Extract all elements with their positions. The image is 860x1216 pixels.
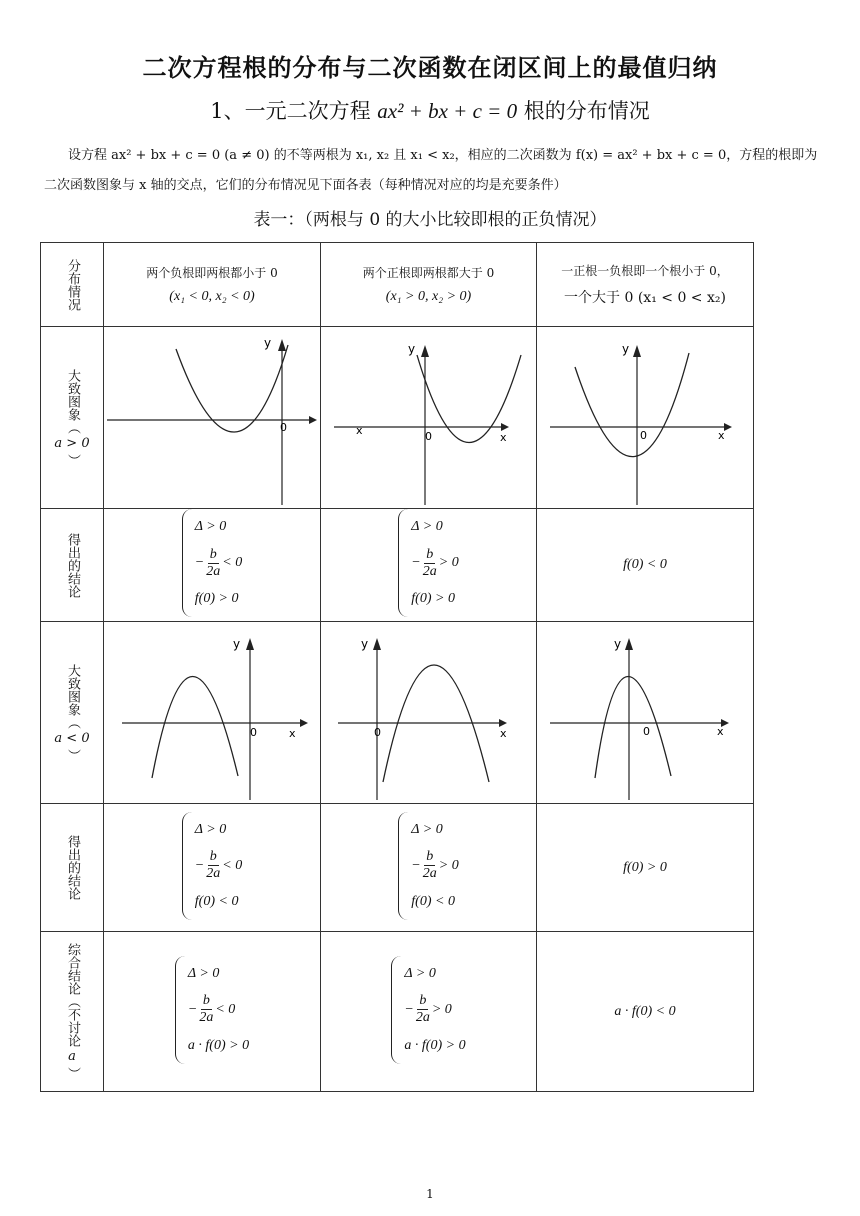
- x-axis-label: x: [356, 424, 363, 437]
- inequality-system: Δ > 0 − $\frac{b}{2a}$ > 0 f(0) > 0: [398, 509, 458, 617]
- y-axis-label: y: [264, 336, 272, 350]
- conclusion-neg-1: [104, 804, 321, 932]
- parabola-graph-downward-both-positive: [321, 622, 537, 803]
- row-label-distribution: 分布情况: [41, 243, 104, 327]
- inequality-system: Δ > 0 − $\frac{b}{2a}$ > 0 a · f(0) > 0: [391, 956, 465, 1064]
- section-heading-equation: ax² + bx + c = 0: [377, 99, 518, 123]
- table-row-conclusion-a-negative: [41, 804, 754, 932]
- table-row-graph-a-positive: [41, 327, 754, 509]
- combined-1: [104, 932, 321, 1092]
- origin-label: 0: [250, 726, 257, 739]
- graph-cell-pos-3: [537, 327, 754, 509]
- y-axis-label: y: [233, 637, 241, 651]
- parabola-graph-upward-opposite-signs: [537, 327, 754, 508]
- x-axis-label: x: [717, 725, 724, 738]
- table-row-combined: [41, 932, 754, 1092]
- section-heading-suffix: 根的分布情况: [523, 99, 650, 123]
- brace: [182, 509, 193, 617]
- table-row-graph-a-negative: [41, 622, 754, 804]
- conclusion-neg-3: f(0) > 0: [537, 804, 754, 932]
- brace: [398, 812, 409, 920]
- brace: [398, 509, 409, 617]
- graph-cell-neg-1: [104, 622, 321, 804]
- document-title: 二次方程根的分布与二次函数在闭区间上的最值归纳: [142, 53, 718, 82]
- intro-paragraph: 设方程 ax² + bx + c = 0 (a ≠ 0) 的不等两根为 x₁, x₂ 且 x₁ < x₂，相应的二次函数为 f(x) = ax² + bx + c = 0，方程的根即为二次函数图象与 x 轴的交点，它们的分布情况见下面各表（每种情况对应的均是充要条件）: [44, 148, 818, 193]
- graph-cell-pos-2: [321, 327, 537, 509]
- conclusion-pos-1: [104, 509, 321, 622]
- brace: [175, 956, 186, 1064]
- conclusion-neg-2: [321, 804, 537, 932]
- conclusion-pos-2: [321, 509, 537, 622]
- origin-label: 0: [640, 429, 647, 442]
- table-row-distribution: [41, 243, 754, 327]
- row-label-conclusion-a-positive: 得出的结论: [41, 509, 104, 622]
- y-axis-label: y: [408, 342, 416, 356]
- parabola-graph-upward-both-positive: [321, 327, 537, 508]
- graph-cell-neg-3: [537, 622, 754, 804]
- conclusion-pos-3: f(0) < 0: [537, 509, 754, 622]
- x-axis-label: x: [718, 429, 725, 442]
- inequality-system: Δ > 0 − $\frac{b}{2a}$ < 0 f(0) > 0: [182, 509, 242, 617]
- column-header-both-positive: 两个正根即两根都大于 0 (x₁ > 0, x₂ > 0): [321, 243, 537, 327]
- table-caption: 表一：（两根与 0 的大小比较即根的正负情况）: [253, 210, 607, 230]
- combined-2: [321, 932, 537, 1092]
- x-axis-label: x: [289, 727, 296, 740]
- inequality-system: Δ > 0 − $\frac{b}{2a}$ < 0 a · f(0) > 0: [175, 956, 249, 1064]
- row-label-graph-a-positive: 大致图象（a > 0）: [41, 327, 104, 509]
- parabola-graph-downward-both-negative: [104, 622, 321, 803]
- x-axis-label: x: [500, 431, 507, 444]
- row-label-conclusion-a-negative: 得出的结论: [41, 804, 104, 932]
- row-label-graph-a-negative: 大致图象（a < 0）: [41, 622, 104, 804]
- origin-label: 0: [280, 421, 287, 434]
- parabola-graph-downward-opposite-signs: [537, 622, 754, 803]
- x-axis-label: x: [500, 727, 507, 740]
- origin-label: 0: [374, 726, 381, 739]
- column-header-both-negative: 两个负根即两根都小于 0 (x₁ < 0, x₂ < 0): [104, 243, 321, 327]
- y-axis-label: y: [622, 342, 630, 356]
- brace: [182, 812, 193, 920]
- origin-label: 0: [643, 725, 650, 738]
- table-row-conclusion-a-positive: [41, 509, 754, 622]
- graph-cell-neg-2: [321, 622, 537, 804]
- parabola-graph-upward-both-negative: [104, 327, 363, 508]
- origin-label: 0: [425, 430, 432, 443]
- section-heading: [0, 95, 860, 125]
- root-distribution-table: [40, 242, 754, 1092]
- page-number: 1: [426, 1187, 434, 1201]
- inequality-system: Δ > 0 − $\frac{b}{2a}$ > 0 f(0) < 0: [398, 812, 458, 920]
- column-header-opposite-signs: 一正根一负根即一个根小于 0， 一个大于 0 (x₁ < 0 < x₂): [537, 243, 754, 327]
- y-axis-label: y: [614, 637, 622, 651]
- row-label-combined: 综合结论（不讨论a）: [41, 932, 104, 1092]
- inequality-system: Δ > 0 − $\frac{b}{2a}$ < 0 f(0) < 0: [182, 812, 242, 920]
- combined-3: a · f(0) < 0: [537, 932, 754, 1092]
- y-axis-label: y: [361, 637, 369, 651]
- brace: [391, 956, 402, 1064]
- graph-cell-pos-1: [104, 327, 363, 509]
- section-heading-prefix: 1、一元二次方程: [210, 99, 371, 123]
